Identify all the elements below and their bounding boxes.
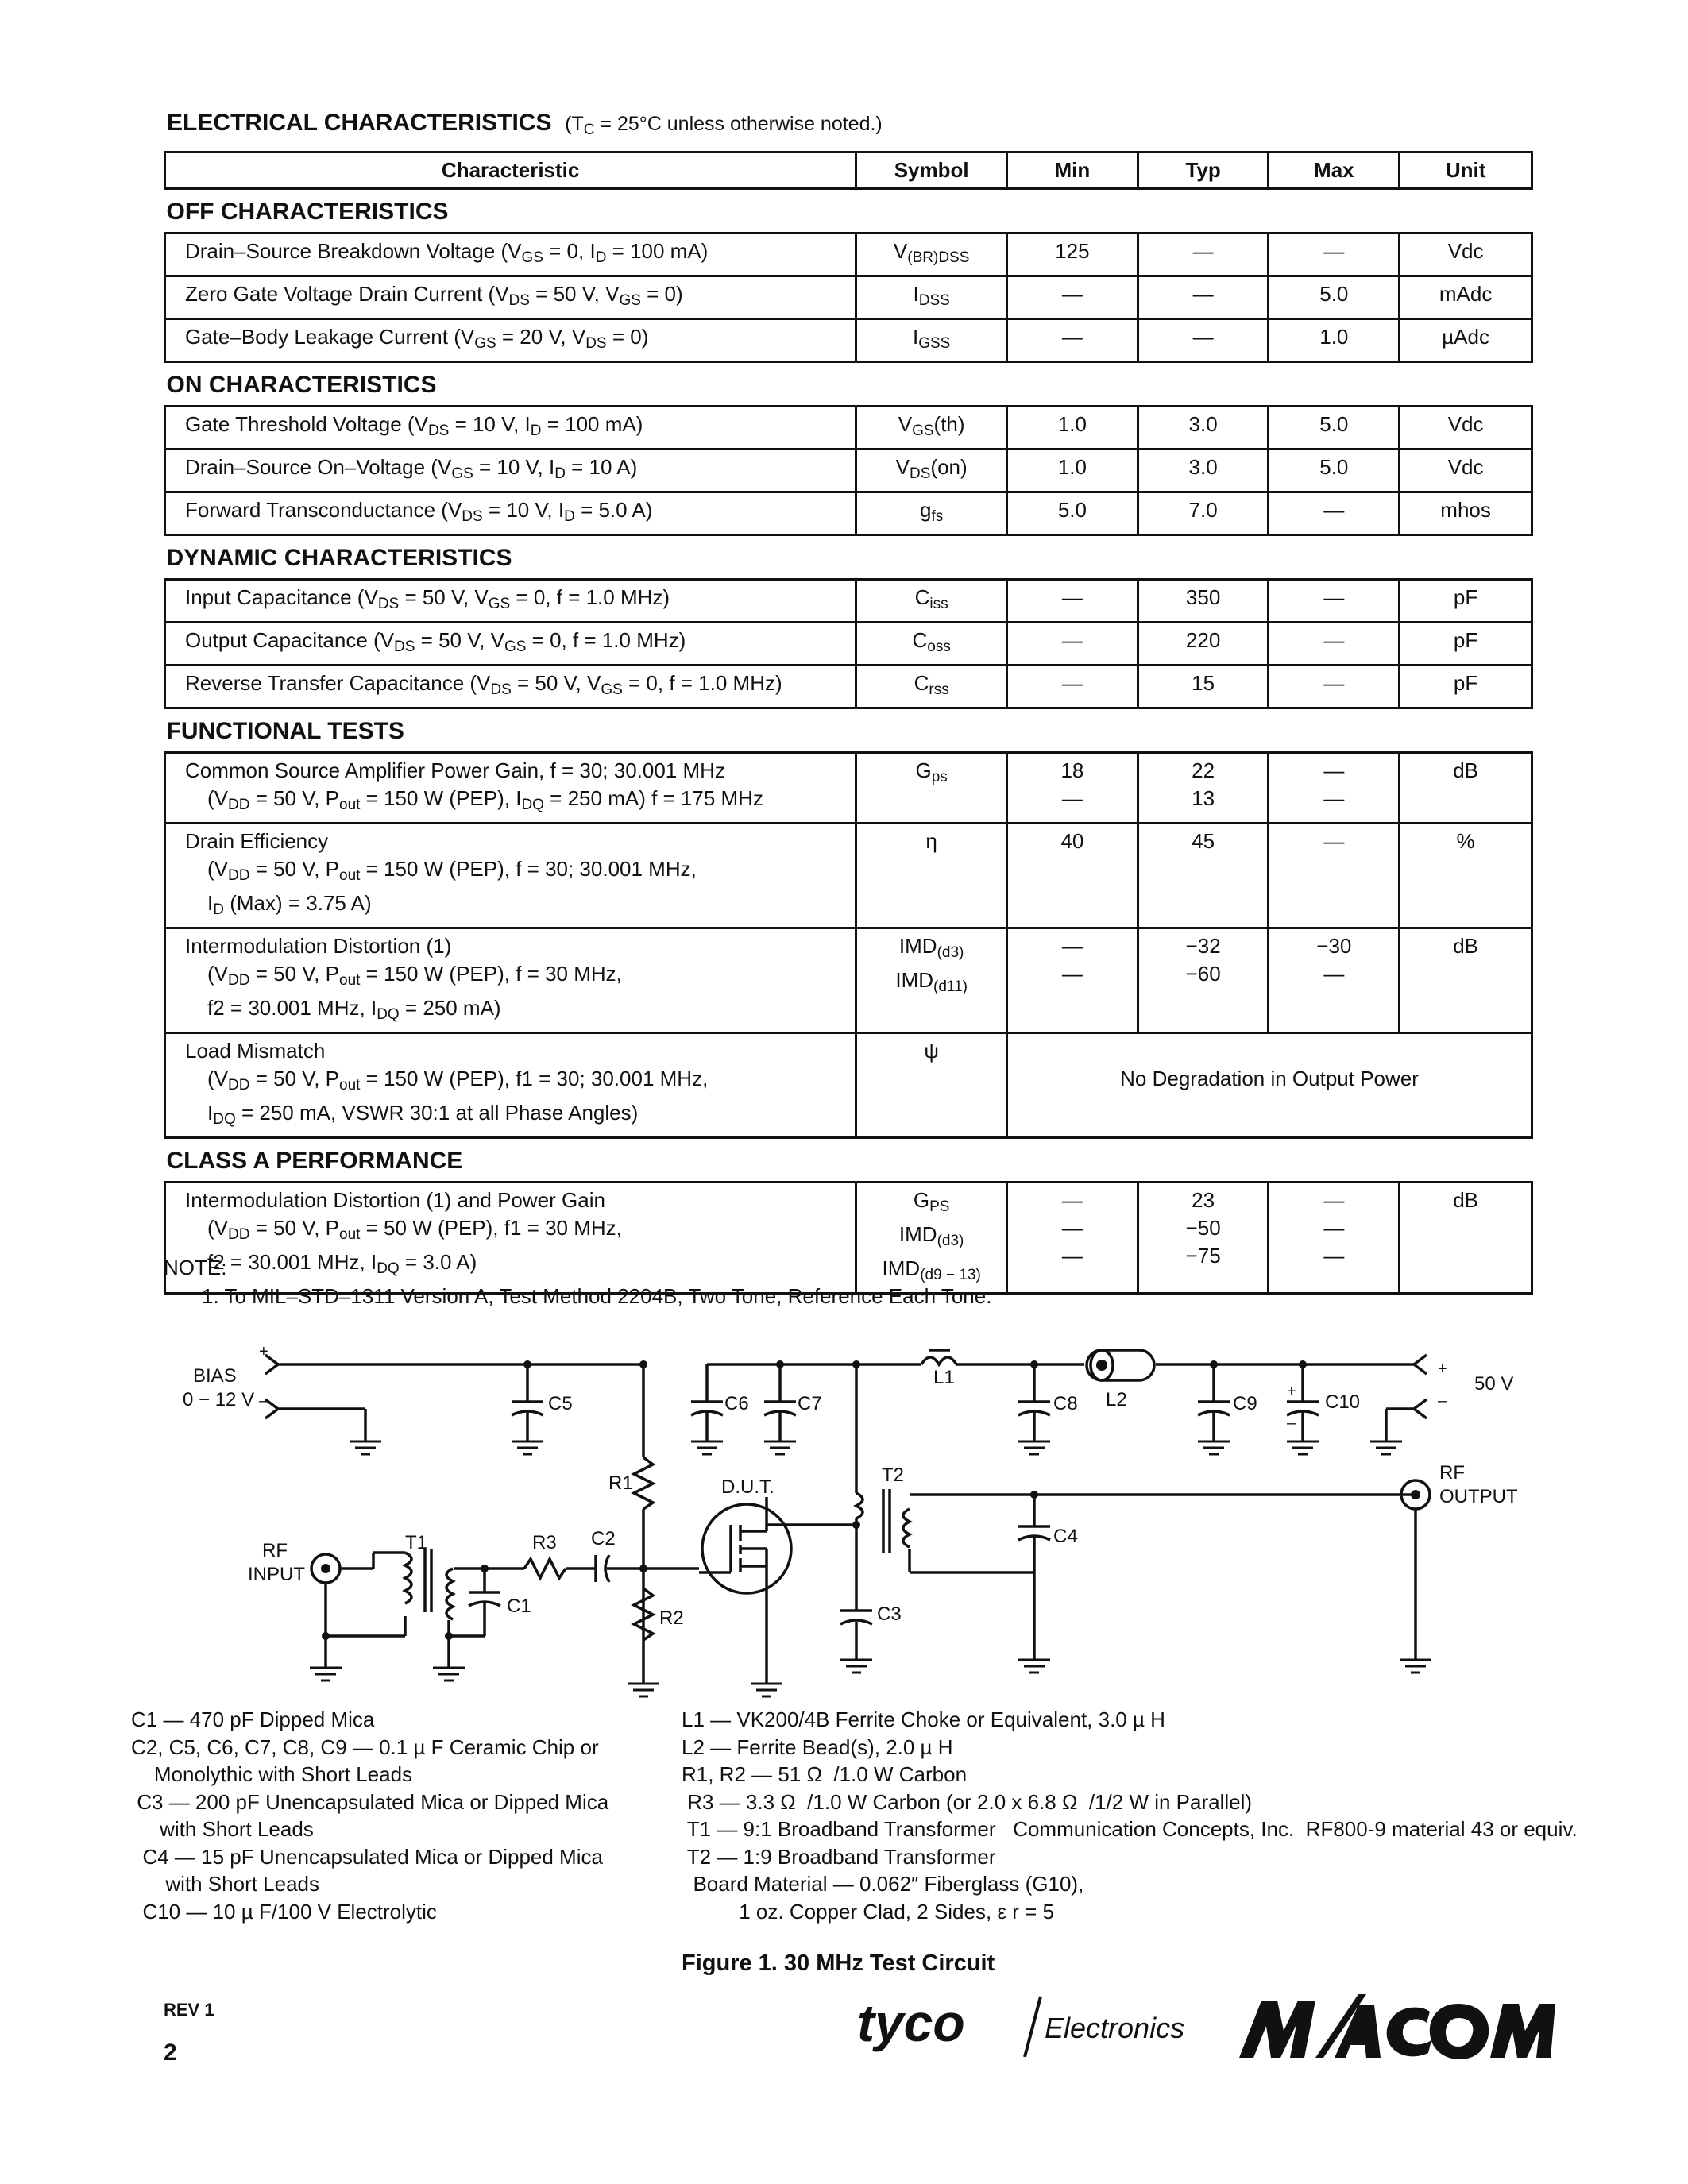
tyco-electronics-logo	[854, 1992, 1227, 2063]
rf-output-label-2: OUTPUT	[1439, 1486, 1518, 1507]
bom-line: R1, R2 — 51 Ω /1.0 W Carbon	[682, 1762, 968, 1786]
bom-line: C1 — 470 pF Dipped Mica	[131, 1707, 375, 1731]
table-row	[165, 623, 1532, 666]
typ-cell: 15	[1138, 666, 1269, 708]
characteristic-cell: Drain–Source On–Voltage ($V_{GS} = 10$ V, $I_D = 10$ A)	[165, 450, 856, 492]
symbol-cell: ψ	[856, 1033, 1007, 1138]
max-cell: 5.0	[1269, 450, 1400, 492]
page-title: ELECTRICAL CHARACTERISTICS ($T_C = 25^\circ C$ unless otherwise noted.)	[167, 110, 883, 138]
table-row	[165, 753, 1532, 824]
characteristic-cell: Common Source Amplifier Power Gain, f = 30; 30.001 MHz ($V_{DD} = 50$ V, $P_{out} = 150$ W (PEP), $I_{DQ} = 250$ mA) f = 175 MHz	[165, 753, 856, 824]
rf-output-label-1: RF	[1439, 1462, 1465, 1484]
min-cell: — —	[1007, 928, 1138, 1033]
c2-label: C2	[591, 1528, 616, 1549]
t2-label: T2	[882, 1464, 905, 1486]
unit-cell: Vdc	[1400, 407, 1532, 450]
c3-label: C3	[877, 1603, 902, 1625]
unit-cell: dB	[1400, 753, 1532, 824]
r3-label: R3	[532, 1532, 557, 1553]
unit-cell: pF	[1400, 580, 1532, 623]
symbol-cell: $I_{GSS}$	[856, 319, 1007, 362]
note-block	[164, 1253, 991, 1310]
table-row	[165, 319, 1532, 362]
bom-line: Monolythic with Short Leads	[131, 1762, 413, 1786]
table-row	[165, 824, 1532, 928]
bom-line: L2 — Ferrite Bead(s), 2.0 µ H	[682, 1734, 953, 1759]
table-row	[165, 233, 1532, 276]
macom-logo	[1239, 1989, 1557, 2069]
table-header-row	[165, 152, 1532, 189]
unit-cell: mAdc	[1400, 276, 1532, 319]
typ-cell: 220	[1138, 623, 1269, 666]
typ-cell: 3.0	[1138, 450, 1269, 492]
min-cell: 5.0	[1007, 492, 1138, 535]
note-label: NOTE:	[164, 1256, 227, 1279]
span-value-cell: No Degradation in Output Power	[1007, 1033, 1532, 1138]
typ-cell: —	[1138, 319, 1269, 362]
min-cell: 125	[1007, 233, 1138, 276]
typ-cell: 45	[1138, 824, 1269, 928]
max-cell: −30 —	[1269, 928, 1400, 1033]
table-row	[165, 407, 1532, 450]
c7-label: C7	[798, 1393, 822, 1414]
rf-input-label-2: INPUT	[248, 1564, 305, 1585]
column-header: Typ	[1138, 152, 1269, 189]
r1-label: R1	[608, 1472, 633, 1494]
bom-line: C3 — 200 pF Unencapsulated Mica or Dipped Mica	[131, 1789, 609, 1814]
symbol-cell: $C_{rss}$	[856, 666, 1007, 708]
max-cell: —	[1269, 666, 1400, 708]
bom-line: C4 — 15 pF Unencapsulated Mica or Dipped Mica	[131, 1844, 603, 1869]
max-cell: — — —	[1269, 1183, 1400, 1294]
bom-line: Board Material — 0.062″ Fiberglass (G10),	[682, 1872, 1084, 1896]
characteristic-cell: Reverse Transfer Capacitance ($V_{DS} = 50$ V, $V_{GS} = 0$, f = 1.0 MHz)	[165, 666, 856, 708]
note-item: 1. To MIL–STD–1311 Version A, Test Method 2204B, Two Tone, Reference Each Tone.	[202, 1284, 992, 1308]
max-cell: — —	[1269, 753, 1400, 824]
characteristic-cell: Drain–Source Breakdown Voltage ($V_{GS} = 0$, $I_D = 100$ mA)	[165, 233, 856, 276]
revision-label: REV 1	[164, 2000, 214, 2020]
characteristic-cell: Intermodulation Distortion (1) and Power Gain ($V_{DD} = 50$ V, $P_{out} = 50$ W (PEP), f1 = 30 MHz, f2 = 30.001 MHz, $I_{DQ} = 3.0$ A)	[165, 1183, 856, 1294]
min-cell: —	[1007, 623, 1138, 666]
typ-cell: −32 −60	[1138, 928, 1269, 1033]
table-row	[165, 450, 1532, 492]
typ-cell: —	[1138, 276, 1269, 319]
max-cell: —	[1269, 580, 1400, 623]
bom-line: with Short Leads	[131, 1872, 320, 1896]
bias-minus-label: –	[259, 1392, 268, 1410]
unit-cell: dB	[1400, 1183, 1532, 1294]
min-cell: —	[1007, 276, 1138, 319]
section-row	[165, 708, 1532, 753]
bom-line: L1 — VK200/4B Ferrite Choke or Equivalent, 3.0 µ H	[682, 1707, 1165, 1731]
unit-cell: Vdc	[1400, 233, 1532, 276]
characteristic-cell: Zero Gate Voltage Drain Current ($V_{DS} = 50$ V, $V_{GS} = 0$)	[165, 276, 856, 319]
l1-label: L1	[933, 1367, 955, 1388]
c1-label: C1	[507, 1596, 531, 1617]
min-cell: —	[1007, 319, 1138, 362]
section-row	[165, 1138, 1532, 1183]
unit-cell: pF	[1400, 666, 1532, 708]
bom-right-list	[682, 1706, 1578, 1925]
table-row	[165, 1033, 1532, 1138]
c10-minus-label: –	[1287, 1414, 1296, 1432]
bom-line: C2, C5, C6, C7, C8, C9 — 0.1 µ F Ceramic Chip or	[131, 1734, 599, 1759]
supply-minus-label: –	[1438, 1392, 1447, 1410]
typ-cell: —	[1138, 233, 1269, 276]
column-header: Min	[1007, 152, 1138, 189]
c5-label: C5	[548, 1393, 573, 1414]
min-cell: —	[1007, 666, 1138, 708]
figure-caption: Figure 1. 30 MHz Test Circuit	[682, 1951, 995, 1976]
characteristic-cell: Drain Efficiency ($V_{DD} = 50$ V, $P_{out} = 150$ W (PEP), f = 30; 30.001 MHz, $I_D$ (Max) = 3.75 A)	[165, 824, 856, 928]
unit-cell: mhos	[1400, 492, 1532, 535]
table-row	[165, 928, 1532, 1033]
bias-plus-label: +	[259, 1343, 268, 1360]
typ-cell: 350	[1138, 580, 1269, 623]
c10-label: C10	[1325, 1391, 1361, 1413]
min-cell: —	[1007, 580, 1138, 623]
typ-cell: 7.0	[1138, 492, 1269, 535]
max-cell: 5.0	[1269, 276, 1400, 319]
characteristic-cell: Gate Threshold Voltage ($V_{DS} = 10$ V, $I_D = 100$ mA)	[165, 407, 856, 450]
min-cell: 40	[1007, 824, 1138, 928]
c9-label: C9	[1233, 1393, 1257, 1414]
symbol-cell: $g_{fs}$	[856, 492, 1007, 535]
max-cell: —	[1269, 492, 1400, 535]
characteristic-cell: Gate–Body Leakage Current ($V_{GS} = 20$ V, $V_{DS} = 0$)	[165, 319, 856, 362]
section-title: OFF CHARACTERISTICS	[165, 189, 1532, 233]
section-title: ON CHARACTERISTICS	[165, 362, 1532, 407]
bom-line: with Short Leads	[131, 1817, 314, 1841]
typ-cell: 23 −50 −75	[1138, 1183, 1269, 1294]
min-cell: 1.0	[1007, 407, 1138, 450]
c6-label: C6	[724, 1393, 749, 1414]
c4-label: C4	[1053, 1526, 1078, 1547]
bom-line: T1 — 9:1 Broadband Transformer Communication Concepts, Inc. RF800-9 material 43 or equiv.	[682, 1817, 1578, 1841]
section-row	[165, 535, 1532, 580]
max-cell: 5.0	[1269, 407, 1400, 450]
characteristic-cell: Forward Transconductance ($V_{DS} = 10$ V, $I_D = 5.0$ A)	[165, 492, 856, 535]
bom-line: R3 — 3.3 Ω /1.0 W Carbon (or 2.0 x 6.8 Ω /1/2 W in Parallel)	[682, 1789, 1253, 1814]
min-cell: — — —	[1007, 1183, 1138, 1294]
symbol-cell: $V_{GS}(th)$	[856, 407, 1007, 450]
c8-label: C8	[1053, 1393, 1078, 1414]
min-cell: 18 —	[1007, 753, 1138, 824]
symbol-cell: $C_{iss}$	[856, 580, 1007, 623]
symbol-cell: $C_{oss}$	[856, 623, 1007, 666]
symbol-cell: $V_{(BR)DSS}$	[856, 233, 1007, 276]
test-circuit-schematic	[0, 1318, 1688, 1700]
unit-cell: µAdc	[1400, 319, 1532, 362]
supply-label: 50 V	[1474, 1373, 1514, 1395]
unit-cell: %	[1400, 824, 1532, 928]
unit-cell: pF	[1400, 623, 1532, 666]
min-cell: 1.0	[1007, 450, 1138, 492]
column-header: Symbol	[856, 152, 1007, 189]
characteristic-cell: Output Capacitance ($V_{DS} = 50$ V, $V_{GS} = 0$, f = 1.0 MHz)	[165, 623, 856, 666]
unit-cell: dB	[1400, 928, 1532, 1033]
l2-label: L2	[1106, 1389, 1127, 1410]
characteristic-cell: Load Mismatch ($V_{DD} = 50$ V, $P_{out} = 150$ W (PEP), f1 = 30; 30.001 MHz, $I_{DQ} = 250$ mA, VSWR 30:1 at all Phase Angles)	[165, 1033, 856, 1138]
supply-plus-label: +	[1438, 1360, 1447, 1378]
max-cell: —	[1269, 824, 1400, 928]
table-row	[165, 580, 1532, 623]
typ-cell: 3.0	[1138, 407, 1269, 450]
electronics-wordmark: Electronics	[1045, 2012, 1185, 2044]
column-header: Max	[1269, 152, 1400, 189]
table-row	[165, 492, 1532, 535]
symbol-cell: η	[856, 824, 1007, 928]
bias-label: BIAS	[193, 1365, 237, 1387]
max-cell: —	[1269, 233, 1400, 276]
symbol-cell: $V_{DS}(on)$	[856, 450, 1007, 492]
bom-left-list	[131, 1706, 608, 1925]
table-row	[165, 276, 1532, 319]
t1-label: T1	[405, 1532, 428, 1553]
section-title: CLASS A PERFORMANCE	[165, 1138, 1532, 1183]
symbol-cell: $G_{ps}$	[856, 753, 1007, 824]
bom-line: C10 — 10 µ F/100 V Electrolytic	[131, 1899, 437, 1924]
bom-line: 1 oz. Copper Clad, 2 Sides, ε r = 5	[682, 1899, 1054, 1924]
r2-label: R2	[659, 1607, 684, 1629]
symbol-cell: $IMD_{(d3)}$ $IMD_{(d11)}$	[856, 928, 1007, 1033]
symbol-cell: $G_{PS}$ $IMD_{(d3)}$ $IMD_{(d9 - 13)}$	[856, 1183, 1007, 1294]
characteristic-cell: Intermodulation Distortion (1) ($V_{DD} = 50$ V, $P_{out} = 150$ W (PEP), f = 30 MHz, f2 = 30.001 MHz, $I_{DQ} = 250$ mA)	[165, 928, 856, 1033]
table-row	[165, 666, 1532, 708]
column-header: Unit	[1400, 152, 1532, 189]
rf-input-label-1: RF	[262, 1540, 288, 1561]
bom-line: T2 — 1:9 Broadband Transformer	[682, 1844, 996, 1869]
section-row	[165, 189, 1532, 233]
electrical-characteristics-table	[164, 151, 1533, 1295]
dut-label: D.U.T.	[721, 1476, 774, 1498]
section-title: FUNCTIONAL TESTS	[165, 708, 1532, 753]
tyco-wordmark: tyco	[857, 1993, 965, 2052]
max-cell: —	[1269, 623, 1400, 666]
typ-cell: 22 13	[1138, 753, 1269, 824]
characteristic-cell: Input Capacitance ($V_{DS} = 50$ V, $V_{GS} = 0$, f = 1.0 MHz)	[165, 580, 856, 623]
max-cell: 1.0	[1269, 319, 1400, 362]
c10-plus-label: +	[1287, 1383, 1296, 1400]
section-row	[165, 362, 1532, 407]
unit-cell: Vdc	[1400, 450, 1532, 492]
section-title: DYNAMIC CHARACTERISTICS	[165, 535, 1532, 580]
symbol-cell: $I_{DSS}$	[856, 276, 1007, 319]
bias-range-label: 0 − 12 V	[183, 1389, 255, 1410]
column-header: Characteristic	[165, 152, 856, 189]
page-number: 2	[164, 2039, 177, 2066]
